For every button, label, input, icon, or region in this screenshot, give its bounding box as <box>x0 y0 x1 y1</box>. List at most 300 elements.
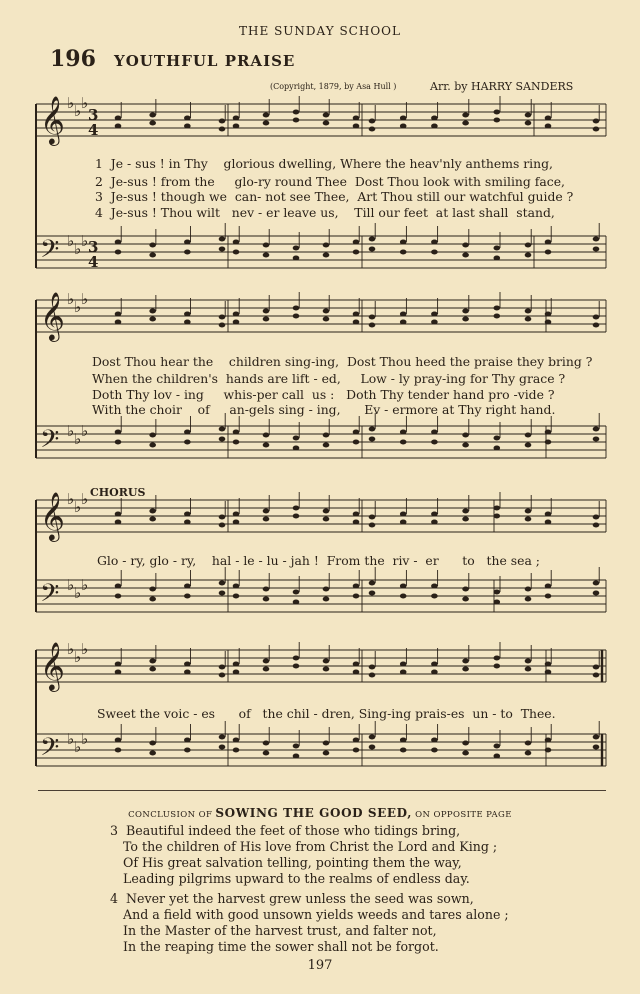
note-head <box>263 113 270 118</box>
verse4-line-2: And a field with good unsown yields weeds and tares alone ; <box>123 907 509 922</box>
note-head <box>462 433 469 438</box>
note-head <box>400 584 407 589</box>
note-head <box>369 581 376 586</box>
note-head <box>525 587 532 592</box>
flat-sign: ♭ <box>81 730 89 748</box>
note-head <box>149 309 156 314</box>
note-head <box>263 667 270 672</box>
note-head <box>323 309 330 314</box>
conclusion-suffix: ON OPPOSITE PAGE <box>415 810 512 820</box>
flat-sign: ♭ <box>67 422 75 440</box>
note-head <box>184 738 191 743</box>
note-head <box>545 124 552 129</box>
flat-sign: ♭ <box>81 290 89 308</box>
note-head <box>233 320 240 325</box>
note-head <box>353 430 360 435</box>
note-head <box>545 440 552 445</box>
note-head <box>149 587 156 592</box>
note-head <box>233 520 240 525</box>
note-head <box>233 584 240 589</box>
bass-clef: 𝄢 <box>40 733 60 768</box>
note-head <box>431 584 438 589</box>
note-head <box>184 670 191 675</box>
note-head <box>369 427 376 432</box>
note-head <box>525 309 532 314</box>
note-head <box>219 735 226 740</box>
note-head <box>263 443 270 448</box>
note-head <box>184 124 191 129</box>
note-head <box>431 748 438 753</box>
chorus-lyric-1: Glo - ry, glo - ry, hal - le - lu - jah ! From the riv - er to the sea ; <box>97 553 540 568</box>
note-head <box>525 517 532 522</box>
flat-sign: ♭ <box>74 240 82 258</box>
note-head <box>233 440 240 445</box>
note-head <box>233 124 240 129</box>
note-head <box>263 659 270 664</box>
treble-clef: 𝄞 <box>40 641 65 690</box>
note-head <box>323 667 330 672</box>
note-head <box>525 317 532 322</box>
time-signature: 4 <box>88 253 99 271</box>
note-head <box>494 754 501 759</box>
flat-sign: ♭ <box>67 490 75 508</box>
chorus-lyric-2: Sweet the voic - es of the chil - dren, Sing-ing prais-es un - to Thee. <box>97 706 556 721</box>
note-head <box>323 253 330 258</box>
note-head <box>462 253 469 258</box>
note-head <box>545 662 552 667</box>
note-head <box>431 312 438 317</box>
note-head <box>219 127 226 132</box>
note-head <box>293 590 300 595</box>
note-head <box>263 741 270 746</box>
note-head <box>462 309 469 314</box>
note-head <box>494 314 501 319</box>
note-head <box>233 594 240 599</box>
note-head <box>323 443 330 448</box>
note-head <box>369 323 376 328</box>
note-head <box>293 118 300 123</box>
note-head <box>219 515 226 520</box>
note-head <box>353 748 360 753</box>
note-head <box>369 735 376 740</box>
note-head <box>293 600 300 605</box>
flat-sign: ♭ <box>74 648 82 666</box>
verse4-line-1: 4 Never yet the harvest grew unless the seed was sown, <box>110 891 474 906</box>
note-head <box>400 748 407 753</box>
note-head <box>115 250 122 255</box>
note-head <box>431 320 438 325</box>
verse4-line-3: In the Master of the harvest trust, and falter not, <box>123 923 437 938</box>
note-head <box>462 443 469 448</box>
note-head <box>593 437 600 442</box>
note-head <box>263 433 270 438</box>
note-head <box>593 247 600 252</box>
hymn-title: YOUTHFUL PRAISE <box>114 52 296 70</box>
note-head <box>263 309 270 314</box>
note-head <box>184 116 191 121</box>
note-head <box>323 509 330 514</box>
note-head <box>369 523 376 528</box>
note-head <box>293 314 300 319</box>
note-head <box>431 662 438 667</box>
note-head <box>400 250 407 255</box>
note-head <box>149 243 156 248</box>
note-head <box>219 237 226 242</box>
note-head <box>184 430 191 435</box>
running-head: THE SUNDAY SCHOOL <box>239 24 401 38</box>
note-head <box>293 306 300 311</box>
note-head <box>462 113 469 118</box>
note-head <box>353 738 360 743</box>
note-head <box>525 121 532 126</box>
note-head <box>115 512 122 517</box>
note-head <box>293 744 300 749</box>
note-head <box>323 587 330 592</box>
note-head <box>293 256 300 261</box>
flat-sign: ♭ <box>67 232 75 250</box>
note-head <box>219 315 226 320</box>
note-head <box>369 237 376 242</box>
note-head <box>184 584 191 589</box>
refrain-line-4: With the choir of an-gels sing - ing, Ev - ermore at Thy right hand. <box>92 402 556 417</box>
note-head <box>115 520 122 525</box>
note-head <box>462 243 469 248</box>
note-head <box>545 594 552 599</box>
note-head <box>525 509 532 514</box>
note-head <box>545 430 552 435</box>
note-head <box>431 594 438 599</box>
note-head <box>545 512 552 517</box>
flat-sign: ♭ <box>74 584 82 602</box>
note-head <box>400 116 407 121</box>
note-head <box>353 662 360 667</box>
verse3-line-3: Of His great salvation telling, pointing them the way, <box>123 855 462 870</box>
flat-sign: ♭ <box>74 738 82 756</box>
note-head <box>545 670 552 675</box>
note-head <box>149 741 156 746</box>
note-head <box>431 250 438 255</box>
note-head <box>115 116 122 121</box>
note-head <box>369 437 376 442</box>
note-head <box>115 440 122 445</box>
note-head <box>263 587 270 592</box>
flat-sign: ♭ <box>67 94 75 112</box>
note-head <box>149 253 156 258</box>
verse3-line-2: To the children of His love from Christ the Lord and King ; <box>123 839 498 854</box>
treble-clef: 𝄞 <box>40 291 65 340</box>
note-head <box>219 323 226 328</box>
note-head <box>353 440 360 445</box>
note-head <box>184 748 191 753</box>
note-head <box>263 121 270 126</box>
note-head <box>149 317 156 322</box>
note-head <box>369 665 376 670</box>
refrain-line-1: Dost Thou hear the children sing-ing, Dost Thou heed the praise they bring ? <box>92 354 593 369</box>
note-head <box>263 597 270 602</box>
note-head <box>400 594 407 599</box>
note-head <box>115 748 122 753</box>
note-head <box>233 116 240 121</box>
note-head <box>525 667 532 672</box>
conclusion-heading <box>0 806 640 820</box>
note-head <box>353 584 360 589</box>
flat-sign: ♭ <box>67 576 75 594</box>
note-head <box>219 665 226 670</box>
note-head <box>149 433 156 438</box>
flat-sign: ♭ <box>81 422 89 440</box>
flat-sign: ♭ <box>74 102 82 120</box>
flat-sign: ♭ <box>81 232 89 250</box>
note-head <box>323 113 330 118</box>
note-head <box>400 440 407 445</box>
note-head <box>184 320 191 325</box>
note-head <box>184 662 191 667</box>
note-head <box>431 430 438 435</box>
note-head <box>494 664 501 669</box>
time-signature: 4 <box>88 121 99 139</box>
note-head <box>545 320 552 325</box>
note-head <box>149 667 156 672</box>
note-head <box>184 250 191 255</box>
note-head <box>233 738 240 743</box>
note-head <box>353 512 360 517</box>
flat-sign: ♭ <box>81 490 89 508</box>
note-head <box>184 312 191 317</box>
note-head <box>545 520 552 525</box>
note-head <box>525 443 532 448</box>
treble-clef: 𝄞 <box>40 95 65 144</box>
refrain-line-3: Doth Thy lov - ing whis-per call us : Doth Thy tender hand pro -vide ? <box>92 387 555 402</box>
note-head <box>115 312 122 317</box>
note-head <box>494 590 501 595</box>
note-head <box>115 320 122 325</box>
note-head <box>263 317 270 322</box>
note-head <box>149 443 156 448</box>
note-head <box>462 317 469 322</box>
note-head <box>494 744 501 749</box>
note-head <box>149 509 156 514</box>
note-head <box>353 320 360 325</box>
note-head <box>219 581 226 586</box>
note-head <box>593 119 600 124</box>
note-head <box>494 506 501 511</box>
note-head <box>369 315 376 320</box>
note-head <box>400 430 407 435</box>
note-head <box>462 741 469 746</box>
conclusion-prefix: CONCLUSION OF <box>128 810 213 820</box>
note-head <box>353 670 360 675</box>
note-head <box>593 323 600 328</box>
verse3-line-4: Leading pilgrims upward to the realms of endless day. <box>123 871 470 886</box>
note-head <box>115 240 122 245</box>
note-head <box>233 240 240 245</box>
note-head <box>115 430 122 435</box>
verse-line-1: 1 Je - sus ! in Thy glorious dwelling, Where the heav'nly anthems ring, <box>95 156 553 171</box>
note-head <box>369 247 376 252</box>
note-head <box>184 520 191 525</box>
note-head <box>323 597 330 602</box>
note-head <box>115 584 122 589</box>
note-head <box>593 581 600 586</box>
note-head <box>400 662 407 667</box>
note-head <box>219 437 226 442</box>
note-head <box>400 512 407 517</box>
note-head <box>233 512 240 517</box>
flat-sign: ♭ <box>67 640 75 658</box>
note-head <box>293 664 300 669</box>
note-head <box>545 240 552 245</box>
note-head <box>263 509 270 514</box>
note-head <box>431 240 438 245</box>
note-head <box>593 427 600 432</box>
note-head <box>149 751 156 756</box>
note-head <box>593 745 600 750</box>
verse-line-2: 2 Je-sus ! from the glo-ry round Thee Dost Thou look with smiling face, <box>95 174 565 189</box>
note-head <box>369 515 376 520</box>
time-signature: 3 <box>88 106 99 124</box>
note-head <box>233 430 240 435</box>
note-head <box>545 250 552 255</box>
note-head <box>115 124 122 129</box>
note-head <box>462 751 469 756</box>
refrain-line-2: When the children's hands are lift - ed, Low - ly pray-ing for Thy grace ? <box>92 371 566 386</box>
flat-sign: ♭ <box>81 94 89 112</box>
note-head <box>593 315 600 320</box>
note-head <box>462 517 469 522</box>
note-head <box>263 243 270 248</box>
note-head <box>184 240 191 245</box>
note-head <box>263 517 270 522</box>
note-head <box>323 243 330 248</box>
bass-clef: 𝄢 <box>40 425 60 460</box>
copyright-note: (Copyright, 1879, by Asa Hull ) <box>270 82 397 91</box>
note-head <box>545 584 552 589</box>
note-head <box>400 124 407 129</box>
note-head <box>593 237 600 242</box>
note-head <box>494 656 501 661</box>
note-head <box>494 436 501 441</box>
bass-clef: 𝄢 <box>40 579 60 614</box>
note-head <box>369 127 376 132</box>
note-head <box>400 320 407 325</box>
note-head <box>184 512 191 517</box>
note-head <box>293 110 300 115</box>
note-head <box>369 673 376 678</box>
note-head <box>431 124 438 129</box>
note-head <box>525 597 532 602</box>
note-head <box>149 113 156 118</box>
flat-sign: ♭ <box>81 576 89 594</box>
note-head <box>323 751 330 756</box>
note-head <box>353 240 360 245</box>
time-signature: 3 <box>88 238 99 256</box>
note-head <box>293 656 300 661</box>
note-head <box>293 754 300 759</box>
note-head <box>494 600 501 605</box>
note-head <box>431 670 438 675</box>
note-head <box>149 121 156 126</box>
note-head <box>431 738 438 743</box>
note-head <box>323 121 330 126</box>
note-head <box>115 594 122 599</box>
verse3-line-1: 3 Beautiful indeed the feet of those who tidings bring, <box>110 823 461 838</box>
note-head <box>400 670 407 675</box>
note-head <box>369 119 376 124</box>
note-head <box>431 512 438 517</box>
note-head <box>494 110 501 115</box>
arranger-credit: Arr. by HARRY SANDERS <box>430 80 574 93</box>
note-head <box>293 246 300 251</box>
note-head <box>353 520 360 525</box>
note-head <box>545 116 552 121</box>
note-head <box>369 745 376 750</box>
note-head <box>233 748 240 753</box>
note-head <box>494 446 501 451</box>
note-head <box>494 246 501 251</box>
flat-sign: ♭ <box>74 430 82 448</box>
note-head <box>400 520 407 525</box>
note-head <box>462 509 469 514</box>
note-head <box>593 523 600 528</box>
note-head <box>525 751 532 756</box>
note-head <box>219 119 226 124</box>
note-head <box>369 591 376 596</box>
note-head <box>353 250 360 255</box>
note-head <box>593 665 600 670</box>
note-head <box>494 256 501 261</box>
note-head <box>400 312 407 317</box>
note-head <box>525 433 532 438</box>
note-head <box>184 594 191 599</box>
note-head <box>323 659 330 664</box>
note-head <box>462 667 469 672</box>
page-number: 197 <box>307 958 333 973</box>
note-head <box>593 673 600 678</box>
note-head <box>149 597 156 602</box>
flat-sign: ♭ <box>81 640 89 658</box>
note-head <box>494 306 501 311</box>
note-head <box>219 745 226 750</box>
treble-clef: 𝄞 <box>40 491 65 540</box>
note-head <box>545 738 552 743</box>
note-head <box>525 113 532 118</box>
note-head <box>233 670 240 675</box>
flat-sign: ♭ <box>67 290 75 308</box>
note-head <box>323 517 330 522</box>
note-head <box>593 591 600 596</box>
note-head <box>462 597 469 602</box>
note-head <box>462 587 469 592</box>
note-head <box>219 247 226 252</box>
note-head <box>219 591 226 596</box>
chorus-label: CHORUS <box>90 486 146 499</box>
conclusion-title: SOWING THE GOOD SEED, <box>215 806 413 820</box>
note-head <box>233 250 240 255</box>
note-head <box>431 520 438 525</box>
note-head <box>233 312 240 317</box>
note-head <box>293 514 300 519</box>
note-head <box>323 741 330 746</box>
note-head <box>115 738 122 743</box>
note-head <box>400 738 407 743</box>
note-head <box>263 751 270 756</box>
verse-line-4: 4 Je-sus ! Thou wilt nev - er leave us, Till our feet at last shall stand, <box>95 205 555 220</box>
note-head <box>219 427 226 432</box>
bass-clef: 𝄢 <box>40 235 60 270</box>
note-head <box>323 433 330 438</box>
verse4-line-4: In the reaping time the sower shall not be forgot. <box>123 939 439 954</box>
note-head <box>545 748 552 753</box>
